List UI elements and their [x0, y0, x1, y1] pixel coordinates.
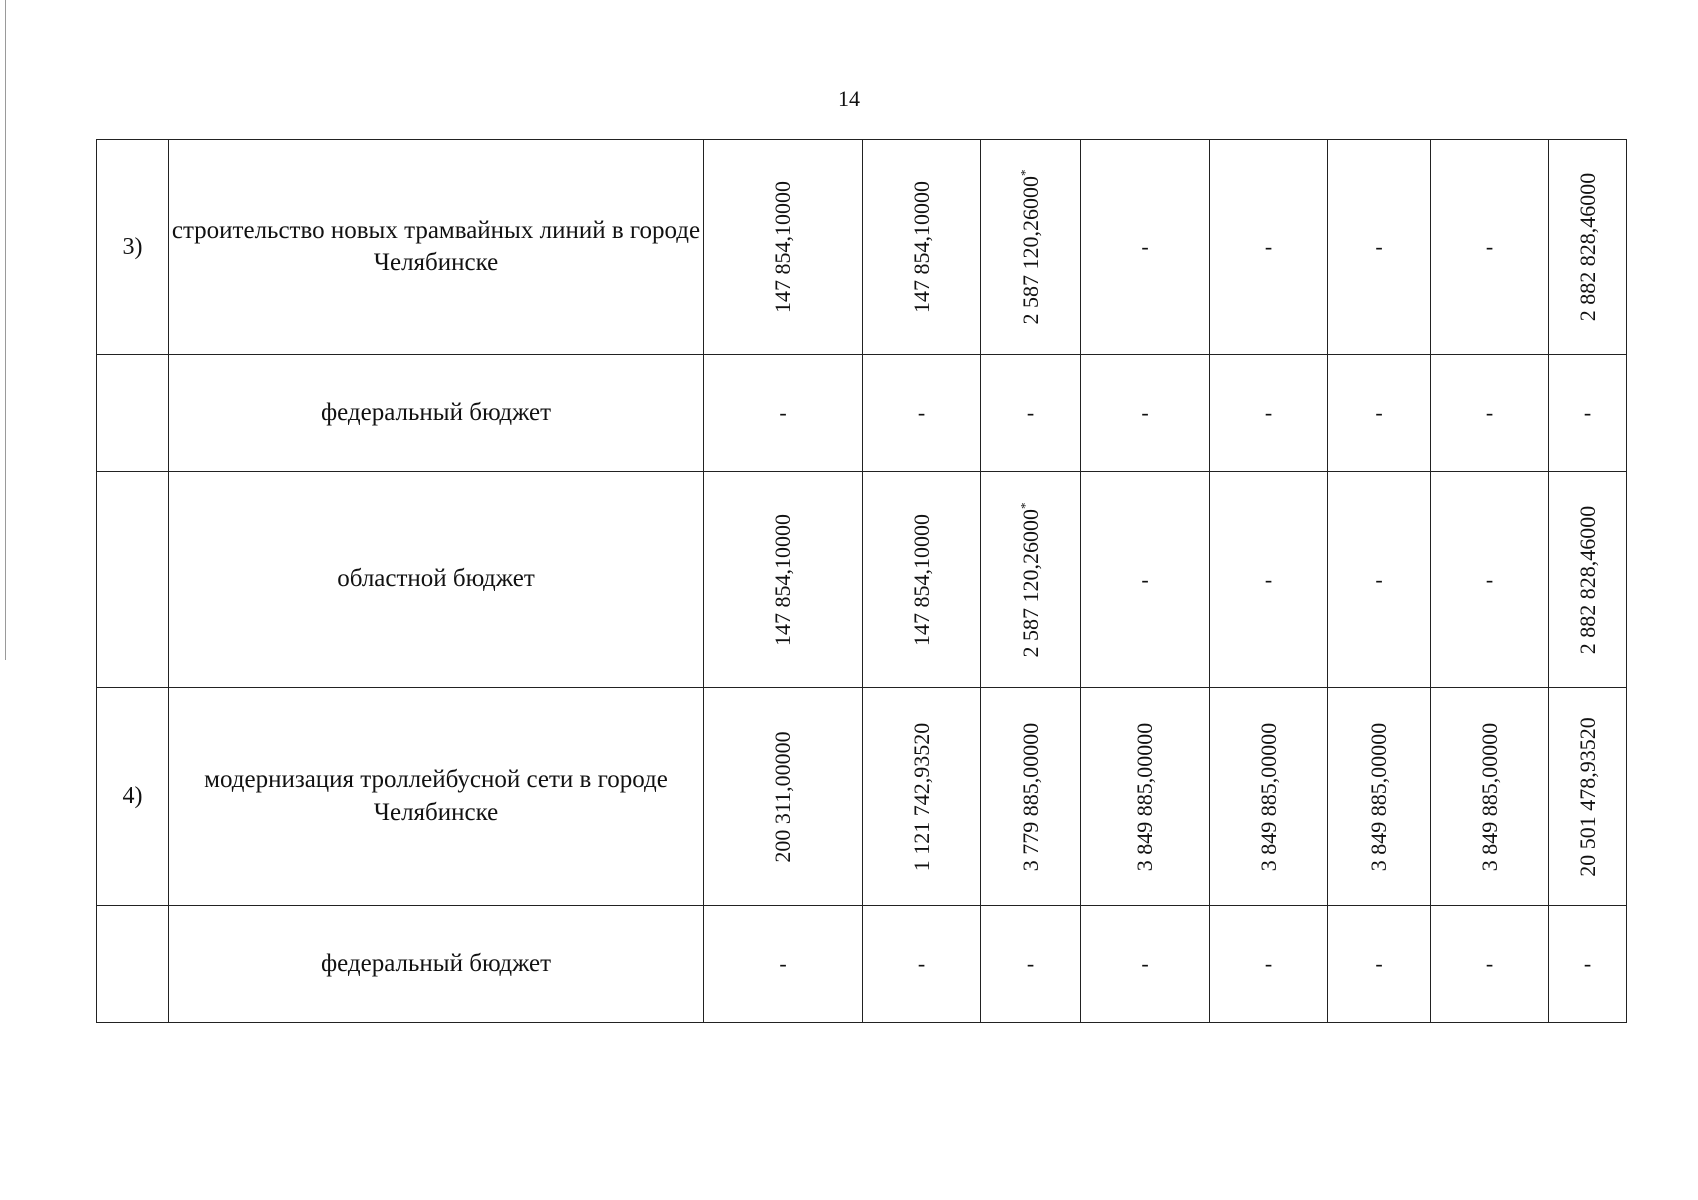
value-cell — [1081, 688, 1210, 906]
value-cell — [704, 906, 863, 1023]
value-cell — [1549, 472, 1627, 688]
value-cell — [981, 355, 1081, 472]
row-number — [97, 906, 169, 1023]
value-cell — [863, 688, 981, 906]
table-row — [97, 472, 1627, 688]
empty-value-dash: - — [1264, 566, 1273, 592]
empty-value-dash: - — [1264, 400, 1273, 425]
value-cell — [704, 355, 863, 472]
table-body — [97, 140, 1627, 1023]
empty-value-dash: - — [917, 400, 926, 425]
row-name: федеральный бюджет — [169, 355, 704, 472]
empty-value-dash: - — [1485, 951, 1494, 976]
empty-value-dash: - — [1583, 951, 1592, 976]
value-cell — [1431, 355, 1549, 472]
table-row — [97, 140, 1627, 355]
value-text: 147 854,10000 — [908, 181, 934, 313]
empty-value-dash: - — [1485, 400, 1494, 425]
value-cell — [1431, 472, 1549, 688]
value-cell — [1210, 472, 1328, 688]
value-cell — [1210, 355, 1328, 472]
value-cell — [981, 140, 1081, 355]
footnote-asterisk: * — [1017, 502, 1033, 509]
empty-value-dash: - — [1375, 234, 1383, 259]
value-cell — [1328, 906, 1431, 1023]
empty-value-dash: - — [1264, 951, 1273, 976]
value-text: 2 882 828,46000 — [1574, 172, 1600, 322]
row-name: модернизация троллейбусной сети в городе Челябинске — [169, 688, 704, 906]
empty-value-dash: - — [1026, 400, 1035, 425]
rotated-value — [908, 722, 934, 871]
value-cell — [1328, 472, 1431, 688]
value-text: 147 854,10000 — [770, 181, 795, 313]
value-cell — [981, 472, 1081, 688]
row-name: строительство новых трамвайных линий в городе Челябинске — [169, 140, 704, 355]
rotated-value — [1368, 722, 1390, 871]
empty-value-dash: - — [1141, 400, 1149, 425]
footnote-asterisk: * — [1017, 169, 1033, 176]
value-cell — [1210, 906, 1328, 1023]
value-text: 2 882 828,46000 — [1574, 505, 1600, 654]
value-text: 3 779 885,00000 — [1017, 722, 1043, 871]
value-cell — [981, 906, 1081, 1023]
value-cell — [1431, 906, 1549, 1023]
value-cell — [1549, 688, 1627, 906]
value-text: 3 849 885,00000 — [1132, 722, 1157, 871]
rotated-value — [772, 514, 794, 646]
value-text: 200 311,00000 — [770, 730, 795, 863]
empty-value-dash: - — [1264, 234, 1273, 259]
value-cell — [1549, 140, 1627, 355]
empty-value-dash: - — [1375, 951, 1383, 976]
value-text: 1 121 742,93520 — [908, 722, 934, 871]
value-cell — [704, 688, 863, 906]
value-cell — [863, 140, 981, 355]
value-text: 147 854,10000 — [770, 513, 795, 646]
value-cell — [863, 906, 981, 1023]
value-cell — [981, 688, 1081, 906]
value-cell — [1081, 906, 1210, 1023]
budget-table — [96, 139, 1627, 1023]
empty-value-dash: - — [1485, 566, 1494, 592]
rotated-value — [908, 181, 934, 313]
empty-value-dash: - — [779, 951, 787, 976]
rotated-value — [772, 181, 794, 313]
empty-value-dash: - — [1141, 566, 1149, 592]
empty-value-dash: - — [917, 951, 926, 976]
rotated-value — [1574, 505, 1600, 654]
value-cell — [1328, 355, 1431, 472]
value-cell — [863, 355, 981, 472]
value-text: 2 587 120,26000 — [1017, 508, 1043, 657]
rotated-value — [1134, 722, 1156, 871]
value-cell — [1210, 688, 1328, 906]
rotated-value — [1017, 502, 1043, 657]
rotated-value — [1017, 169, 1043, 325]
rotated-value — [908, 513, 934, 646]
table-row — [97, 906, 1627, 1023]
value-cell — [704, 140, 863, 355]
value-cell — [1081, 472, 1210, 688]
empty-value-dash: - — [1141, 951, 1149, 976]
value-text: 147 854,10000 — [908, 513, 934, 646]
table-row — [97, 688, 1627, 906]
value-cell — [704, 472, 863, 688]
value-cell — [1081, 140, 1210, 355]
row-number — [97, 355, 169, 472]
value-text: 2 587 120,26000 — [1017, 176, 1043, 325]
empty-value-dash: - — [1375, 566, 1383, 592]
rotated-value — [772, 731, 794, 862]
empty-value-dash: - — [1485, 234, 1494, 259]
rotated-value — [1255, 722, 1281, 871]
value-text: 3 849 885,00000 — [1476, 722, 1502, 871]
value-text: 20 501 478,93520 — [1574, 716, 1600, 877]
empty-value-dash: - — [779, 400, 787, 425]
empty-value-dash: - — [1583, 400, 1592, 425]
value-cell — [1328, 688, 1431, 906]
rotated-value — [1017, 722, 1043, 871]
value-cell — [1431, 688, 1549, 906]
rotated-value — [1574, 716, 1600, 877]
value-cell — [1549, 906, 1627, 1023]
rotated-value — [1574, 172, 1600, 322]
empty-value-dash: - — [1026, 951, 1035, 976]
page-number: 14 — [838, 86, 860, 111]
empty-value-dash: - — [1375, 400, 1383, 425]
row-name: федеральный бюджет — [169, 906, 704, 1023]
value-cell — [863, 472, 981, 688]
value-cell — [1328, 140, 1431, 355]
empty-value-dash: - — [1141, 234, 1149, 259]
value-cell — [1081, 355, 1210, 472]
table-row — [97, 355, 1627, 472]
value-cell — [1431, 140, 1549, 355]
row-name: областной бюджет — [169, 472, 704, 688]
value-cell — [1210, 140, 1328, 355]
value-text: 3 849 885,00000 — [1366, 722, 1391, 871]
row-number — [97, 472, 169, 688]
value-cell — [1549, 355, 1627, 472]
rotated-value — [1476, 722, 1502, 871]
row-number: 4) — [97, 688, 169, 906]
value-text: 3 849 885,00000 — [1255, 722, 1281, 871]
row-number: 3) — [97, 140, 169, 355]
